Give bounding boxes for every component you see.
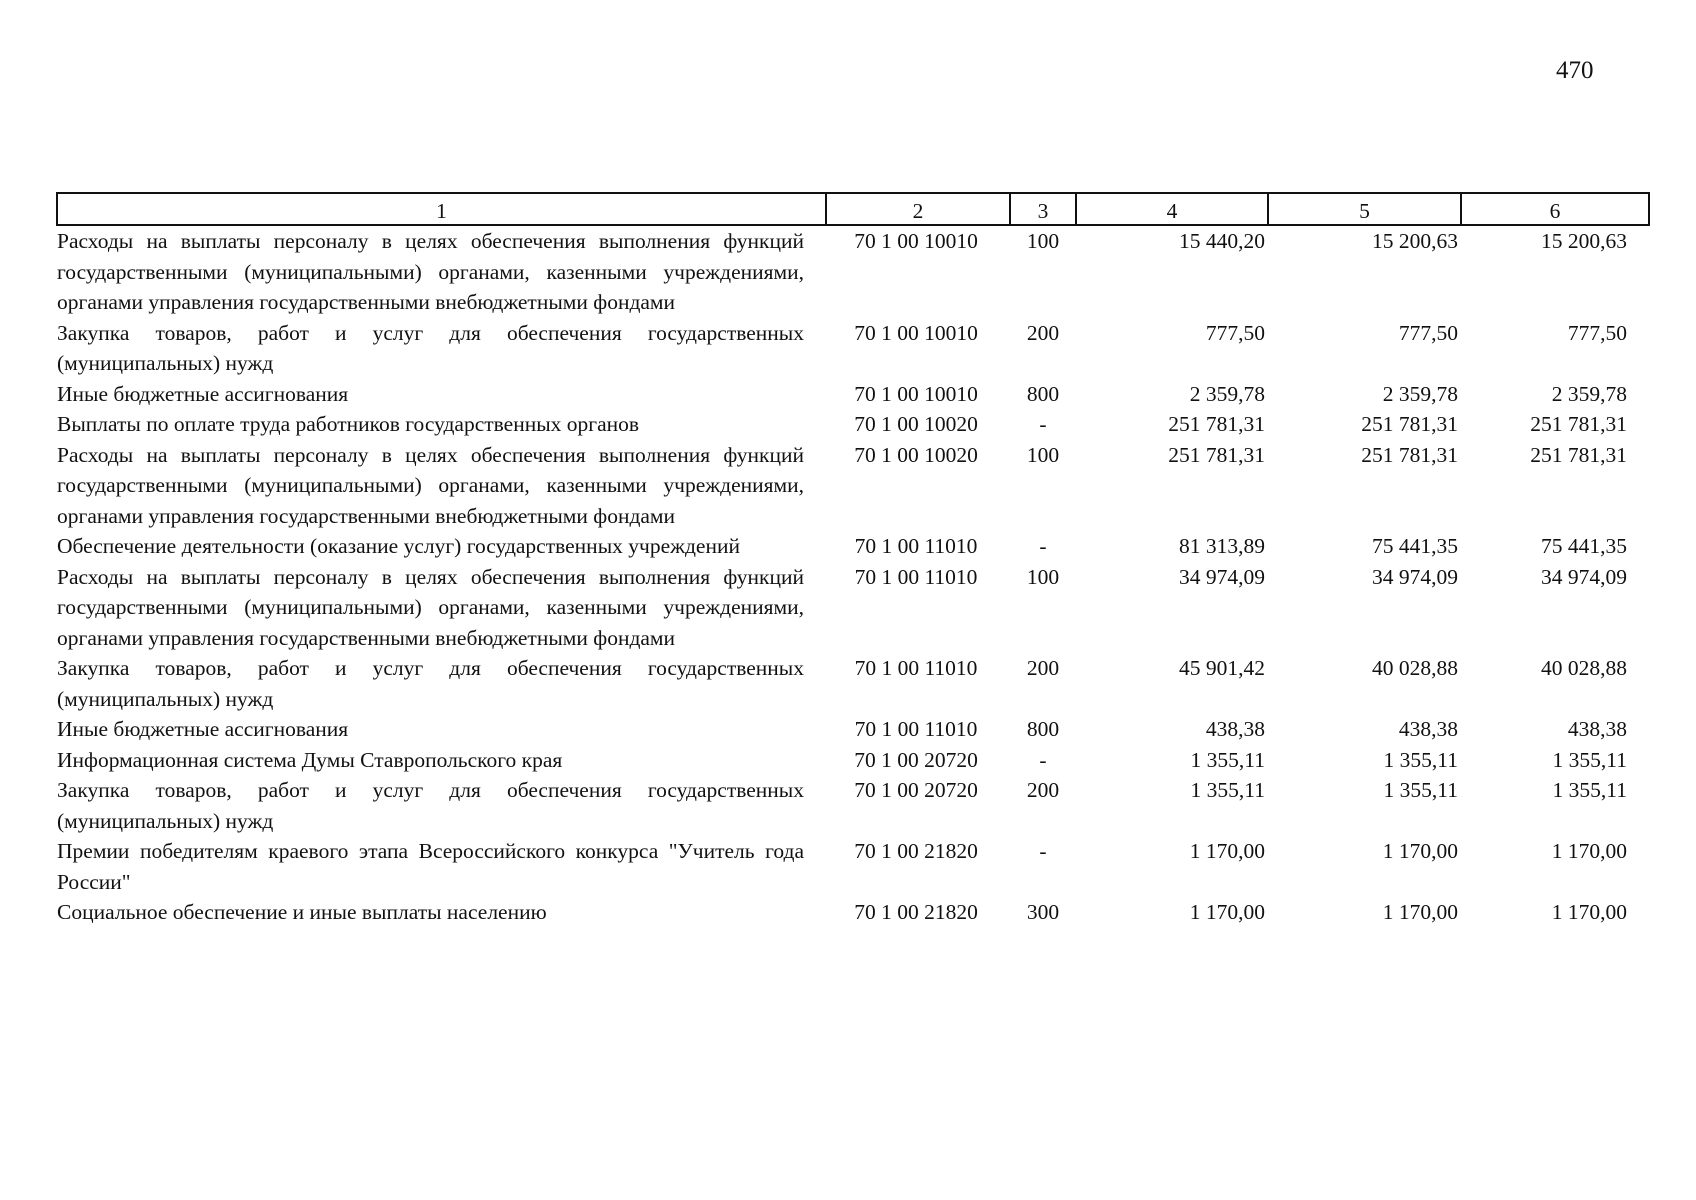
row-name-cell: Расходы на выплаты персоналу в целях обеспечения выполнения функций государственными (муниципальными) органами, казенными учреждениями, органами управления государственными внебюджетными фондами (57, 564, 804, 650)
row-type-cell: - (1039, 534, 1047, 558)
row-name-cell: Обеспечение деятельности (оказание услуг) государственных учреждений (57, 534, 740, 558)
table-row (57, 745, 1649, 776)
row-value-2-cell: 1 170,00 (1382, 839, 1458, 863)
table-row (57, 897, 1649, 928)
table-body (57, 225, 1649, 928)
row-code-cell: 70 1 00 11010 (854, 717, 978, 741)
row-value-1-cell: 2 359,78 (1189, 381, 1265, 406)
row-value-3-cell: 1 355,11 (1552, 778, 1627, 802)
row-name-cell: Информационная система Думы Ставропольского края (57, 747, 563, 772)
row-value-2-cell: 251 781,31 (1361, 412, 1458, 436)
budget-table (56, 192, 1650, 928)
row-value-2-cell: 40 028,88 (1372, 656, 1458, 680)
row-value-3-cell: 15 200,63 (1541, 229, 1627, 253)
row-name-cell: Расходы на выплаты персоналу в целях обеспечения выполнения функций государственными (муниципальными) органами, казенными учреждениями, органами управления государственными внебюджетными фондами (57, 442, 804, 528)
row-value-2-cell: 777,50 (1398, 320, 1458, 345)
row-code-cell: 70 1 00 10010 (854, 320, 978, 345)
row-code-cell: 70 1 00 10010 (854, 381, 978, 406)
row-name-cell: Иные бюджетные ассигнования (57, 381, 349, 406)
row-value-2-cell: 15 200,63 (1372, 229, 1458, 253)
row-value-3-cell: 34 974,09 (1541, 564, 1627, 589)
header-cell: 5 (1268, 193, 1461, 225)
row-value-3-cell: 1 170,00 (1551, 839, 1627, 863)
row-code-cell: 70 1 00 10020 (854, 442, 978, 467)
row-name-cell: Иные бюджетные ассигнования (57, 717, 349, 741)
table-row (57, 775, 1649, 836)
header-cell: 2 (826, 193, 1010, 225)
row-value-2-cell: 1 355,11 (1383, 778, 1458, 802)
row-code-cell: 70 1 00 10010 (854, 229, 978, 253)
row-value-1-cell: 15 440,20 (1179, 229, 1265, 253)
row-type-cell: 100 (1026, 229, 1060, 253)
row-type-cell: 200 (1026, 656, 1060, 680)
table-row (57, 318, 1649, 379)
row-name-cell: Премии победителям краевого этапа Всероссийского конкурса "Учитель года России" (57, 839, 804, 894)
table-row (57, 562, 1649, 654)
header-cell: 1 (57, 193, 826, 225)
row-name-cell: Закупка товаров, работ и услуг для обеспечения государственных (муниципальных) нужд (57, 656, 804, 711)
row-value-1-cell: 251 781,31 (1168, 442, 1265, 467)
row-value-1-cell: 777,50 (1205, 320, 1265, 345)
row-code-cell: 70 1 00 11010 (854, 534, 978, 558)
row-value-2-cell: 34 974,09 (1372, 564, 1458, 589)
table-row (57, 440, 1649, 532)
row-type-cell: 300 (1026, 900, 1060, 924)
row-name-cell: Закупка товаров, работ и услуг для обеспечения государственных (муниципальных) нужд (57, 320, 804, 375)
row-value-3-cell: 777,50 (1567, 320, 1627, 345)
row-value-1-cell: 81 313,89 (1179, 534, 1265, 558)
row-type-cell: - (1039, 747, 1047, 772)
row-value-2-cell: 1 355,11 (1383, 747, 1458, 772)
row-value-3-cell: 75 441,35 (1541, 534, 1627, 558)
row-type-cell: 800 (1026, 717, 1060, 741)
row-code-cell: 70 1 00 20720 (854, 778, 978, 802)
row-value-1-cell: 1 355,11 (1190, 747, 1265, 772)
row-value-1-cell: 438,38 (1205, 717, 1265, 741)
table-row (57, 225, 1649, 318)
table-row (57, 714, 1649, 745)
row-value-1-cell: 1 170,00 (1189, 839, 1265, 863)
table-row (57, 409, 1649, 440)
row-name-cell: Расходы на выплаты персоналу в целях обеспечения выполнения функций государственными (муниципальными) органами, казенными учреждениями, органами управления государственными внебюджетными фондами (57, 229, 804, 314)
row-type-cell: - (1039, 412, 1047, 436)
row-value-3-cell: 40 028,88 (1541, 656, 1627, 680)
row-type-cell: 100 (1026, 564, 1060, 589)
table-row (57, 836, 1649, 897)
row-name-cell: Выплаты по оплате труда работников государственных органов (57, 412, 640, 436)
row-value-1-cell: 34 974,09 (1179, 564, 1265, 589)
row-value-2-cell: 438,38 (1398, 717, 1458, 741)
table-row (57, 531, 1649, 562)
row-code-cell: 70 1 00 11010 (854, 656, 978, 680)
row-value-1-cell: 1 355,11 (1190, 778, 1265, 802)
table-row (57, 379, 1649, 410)
row-value-3-cell: 251 781,31 (1530, 442, 1627, 467)
row-value-3-cell: 1 355,11 (1552, 747, 1627, 772)
table-row (57, 653, 1649, 714)
row-type-cell: 800 (1026, 381, 1060, 406)
row-value-2-cell: 2 359,78 (1382, 381, 1458, 406)
header-row (57, 193, 1649, 225)
row-value-1-cell: 45 901,42 (1179, 656, 1265, 680)
row-type-cell: 200 (1026, 320, 1060, 345)
row-value-2-cell: 1 170,00 (1382, 900, 1458, 924)
page-number: 470 (1556, 57, 1594, 84)
header-cell: 6 (1461, 193, 1649, 225)
row-value-3-cell: 251 781,31 (1530, 412, 1627, 436)
row-value-3-cell: 1 170,00 (1551, 900, 1627, 924)
row-value-1-cell: 251 781,31 (1168, 412, 1265, 436)
row-value-2-cell: 75 441,35 (1372, 534, 1458, 558)
row-value-2-cell: 251 781,31 (1361, 442, 1458, 467)
row-code-cell: 70 1 00 21820 (854, 900, 978, 924)
row-value-3-cell: 2 359,78 (1551, 381, 1627, 406)
row-code-cell: 70 1 00 10020 (854, 412, 978, 436)
row-value-1-cell: 1 170,00 (1189, 900, 1265, 924)
header-cell: 3 (1010, 193, 1076, 225)
row-code-cell: 70 1 00 20720 (854, 747, 978, 772)
row-code-cell: 70 1 00 11010 (854, 564, 978, 589)
row-code-cell: 70 1 00 21820 (854, 839, 978, 863)
row-type-cell: 100 (1026, 442, 1060, 467)
row-type-cell: 200 (1026, 778, 1060, 802)
row-value-3-cell: 438,38 (1567, 717, 1627, 741)
row-type-cell: - (1039, 839, 1047, 863)
row-name-cell: Социальное обеспечение и иные выплаты населению (57, 900, 547, 924)
header-cell: 4 (1076, 193, 1268, 225)
row-name-cell: Закупка товаров, работ и услуг для обеспечения государственных (муниципальных) нужд (57, 778, 804, 833)
